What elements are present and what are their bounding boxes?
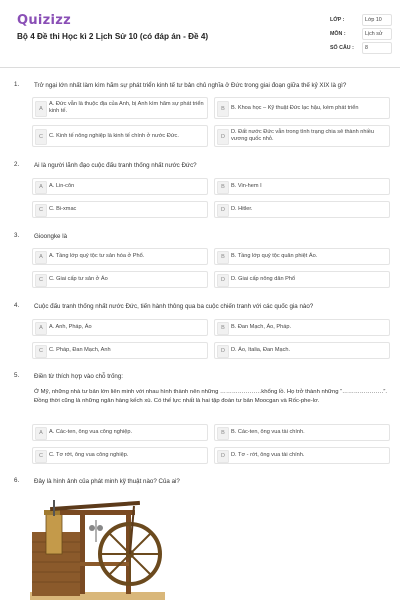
question-text: Cuộc đấu tranh thống nhất nước Đức, tiến hành thông qua ba cuộc chiến tranh với các quốc gia nào? xyxy=(34,303,314,310)
question-number: 1. xyxy=(14,81,20,88)
option-letter: B xyxy=(217,427,229,440)
meta-panel xyxy=(330,14,392,56)
meta-count-label: SỐ CÂU : xyxy=(330,45,354,51)
option-letter: C xyxy=(35,345,47,358)
meta-class-row xyxy=(330,14,392,28)
option-letter: B xyxy=(217,101,229,117)
option-letter: D xyxy=(217,345,229,358)
page-header xyxy=(0,0,400,62)
meta-class-value: Lớp 10 xyxy=(362,14,392,26)
question-text: Trở ngại lớn nhất làm kìm hãm sự phát triển kinh tế tư bản chủ nghĩa ở Đức trong giai đoạn giữa thế kỷ XIX là gì? xyxy=(34,82,347,89)
question-text: Điền từ thích hợp vào chỗ trống: xyxy=(34,373,124,380)
meta-subject-value: Lịch sử xyxy=(362,28,392,40)
question-text: Gioongke là xyxy=(34,233,68,240)
question-number: 3. xyxy=(14,232,20,239)
meta-subject-label: MÔN : xyxy=(330,31,346,37)
option-text: B. Các-ten, ông vua tài chính. xyxy=(231,429,305,435)
option-text: C. Bi-xmac xyxy=(49,206,77,212)
option-text: B. Đan Mạch, Áo, Pháp. xyxy=(231,324,292,330)
option-d[interactable] xyxy=(214,271,390,288)
meta-subject-row xyxy=(330,28,392,42)
option-a[interactable] xyxy=(32,319,208,336)
option-letter: D xyxy=(217,204,229,217)
option-c[interactable] xyxy=(32,447,208,464)
option-letter: D xyxy=(217,274,229,287)
option-text: D. Đất nước Đức vẫn trong tình trạng chia sẻ thành nhiều vương quốc nhỏ. xyxy=(231,129,374,142)
question-number: 5. xyxy=(14,372,20,379)
option-a[interactable] xyxy=(32,248,208,265)
steam-engine-illustration xyxy=(30,492,165,600)
option-text: D. Áo, Italia, Đan Mạch. xyxy=(231,347,291,353)
option-text: A. Đức vẫn là thuộc địa của Anh, bị Anh kìm hãm sự phát triển kinh tế. xyxy=(49,101,204,114)
option-text: A. Lin-côn xyxy=(49,183,75,189)
option-text: B. Tầng lớp quý tộc quân phiệt Áo. xyxy=(231,253,318,259)
option-a[interactable] xyxy=(32,97,208,119)
option-letter: A xyxy=(35,322,47,335)
option-b[interactable] xyxy=(214,97,390,119)
meta-count-value: 8 xyxy=(362,42,392,54)
option-d[interactable] xyxy=(214,447,390,464)
question-passage: Ở Mỹ, những nhà tư bản lớn liên minh với nhau hình thành nên những …………………khổng lồ. Họ trở thành những “…………………”. Đồng thời cũng là những ngân hàng kếch xù. Có thế lực nhất là hai tập đoàn tư bản Moocgan và Rốc-phe-lơ. xyxy=(34,389,387,404)
option-a[interactable] xyxy=(32,424,208,441)
option-letter: A xyxy=(35,251,47,264)
option-text: C. Giai cấp tư sản ở Áo xyxy=(49,276,108,282)
option-text: C. Tơ rớt, ông vua công nghiệp. xyxy=(49,452,129,458)
question-number: 4. xyxy=(14,302,20,309)
option-text: B. Khoa học – Kỹ thuật Đức lạc hậu, kém phát triển xyxy=(231,104,359,111)
option-letter: C xyxy=(35,450,47,463)
option-letter: B xyxy=(217,322,229,335)
option-c[interactable] xyxy=(32,201,208,218)
option-b[interactable] xyxy=(214,178,390,195)
option-text: D. Giai cấp nông dân Phổ xyxy=(231,276,296,282)
option-d[interactable] xyxy=(214,201,390,218)
document-title: Bộ 4 Đề thi Học kì 2 Lịch Sử 10 (có đáp án - Đề 4) xyxy=(17,32,209,41)
option-letter: D xyxy=(217,129,229,145)
option-text: D. Hitler. xyxy=(231,206,253,212)
quizizz-logo: Quizizz xyxy=(17,13,72,28)
option-text: D. Tơ - rớt, ông vua tài chính. xyxy=(231,452,305,458)
option-c[interactable] xyxy=(32,342,208,359)
option-a[interactable] xyxy=(32,178,208,195)
option-letter: A xyxy=(35,181,47,194)
question-text: Ai là người lãnh đạo cuộc đấu tranh thống nhất nước Đức? xyxy=(34,162,197,169)
option-c[interactable] xyxy=(32,125,208,147)
option-letter: B xyxy=(217,181,229,194)
question-number: 6. xyxy=(14,477,20,484)
option-text: A. Anh, Pháp, Áo xyxy=(49,324,92,330)
option-c[interactable] xyxy=(32,271,208,288)
option-text: C. Kinh tế nông nghiệp là kinh tế chính ở nước Đức. xyxy=(49,132,179,139)
question-number: 2. xyxy=(14,161,20,168)
option-letter: B xyxy=(217,251,229,264)
question-text: Đây là hình ảnh của phát minh kỹ thuật nào? Của ai? xyxy=(34,478,180,485)
meta-count-row xyxy=(330,42,392,56)
option-letter: A xyxy=(35,101,47,117)
meta-class-label: LỚP : xyxy=(330,17,345,23)
option-letter: D xyxy=(217,450,229,463)
option-letter: C xyxy=(35,204,47,217)
option-b[interactable] xyxy=(214,319,390,336)
option-text: A. Các-ten, ông vua công nghiệp. xyxy=(49,429,133,435)
option-letter: A xyxy=(35,427,47,440)
option-d[interactable] xyxy=(214,125,390,147)
option-b[interactable] xyxy=(214,424,390,441)
option-text: A. Tầng lớp quý tộc tư sản hóa ở Phổ. xyxy=(49,253,145,259)
option-b[interactable] xyxy=(214,248,390,265)
option-d[interactable] xyxy=(214,342,390,359)
option-letter: C xyxy=(35,129,47,145)
option-letter: C xyxy=(35,274,47,287)
option-text: B. Vin-hem I xyxy=(231,183,262,189)
option-text: C. Pháp, Đan Mạch, Anh xyxy=(49,347,111,353)
header-divider xyxy=(0,67,400,68)
